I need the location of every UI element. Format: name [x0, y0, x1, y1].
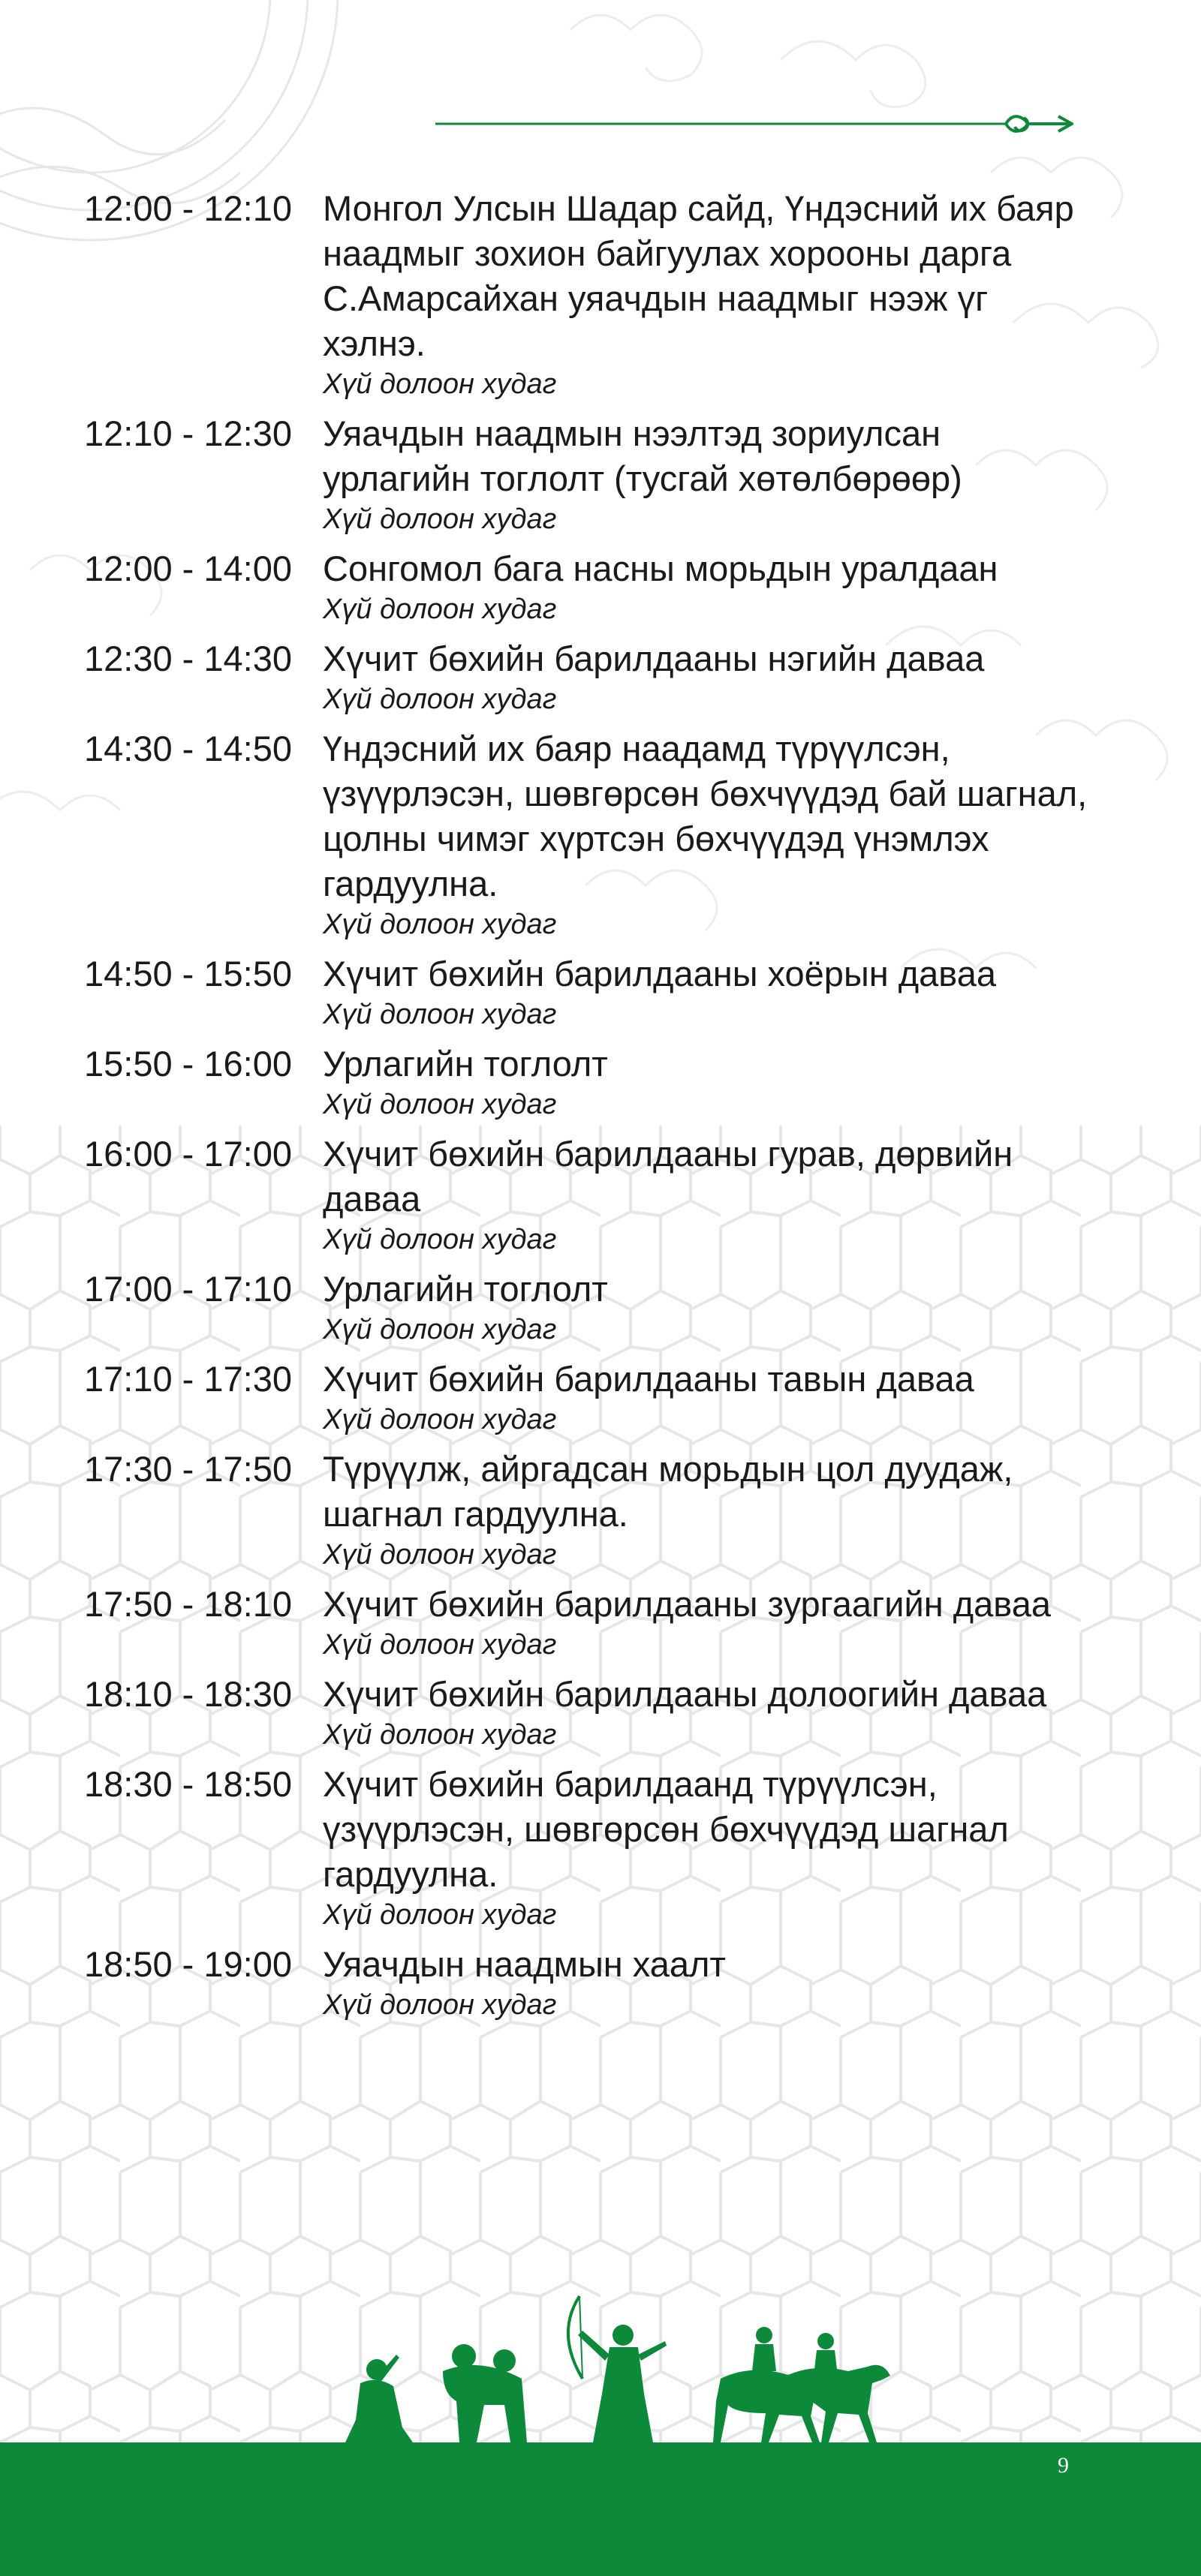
entry-location: Хүй долоон худаг	[323, 909, 557, 940]
entry-details	[323, 186, 1090, 407]
entry-time: 18:10 - 18:30	[84, 1674, 292, 1714]
schedule-entry	[84, 726, 1090, 947]
schedule-entry	[84, 1762, 1090, 1937]
schedule-entry	[84, 1942, 1090, 2027]
archer-icon	[568, 2296, 667, 2442]
entry-details	[323, 1582, 1090, 1667]
entry-location: Хүй долоон худаг	[323, 1539, 557, 1571]
entry-title: Урлагийн тоглолт	[323, 1269, 608, 1309]
entry-location: Хүй долоон худаг	[323, 999, 557, 1030]
entry-title: Хүчит бөхийн барилдааны тавын даваа	[323, 1359, 974, 1399]
schedule-entry	[84, 636, 1090, 722]
entry-details	[323, 1942, 1090, 2027]
entry-location: Хүй долоон худаг	[323, 1224, 557, 1255]
entry-title: Хүчит бөхийн барилдааны гурав, дөрвийн даваа	[323, 1134, 1013, 1219]
entry-time: 18:50 - 19:00	[84, 1944, 292, 1984]
schedule-entry	[84, 1357, 1090, 1442]
entry-location: Хүй долоон худаг	[323, 503, 557, 535]
entry-time: 17:50 - 18:10	[84, 1584, 292, 1624]
entry-location: Хүй долоон худаг	[323, 1719, 557, 1751]
entry-title: Уяачдын наадмын хаалт	[323, 1944, 726, 1984]
entry-time: 12:00 - 12:10	[84, 188, 292, 228]
entry-title: Сонгомол бага насны морьдын уралдаан	[323, 549, 998, 588]
entry-title: Түрүүлж, айргадсан морьдын цол дуудаж, шагнал гардуулна.	[323, 1449, 1013, 1534]
entry-details	[323, 1042, 1090, 1127]
entry-details	[323, 636, 1090, 722]
entry-title: Хүчит бөхийн барилдааны нэгийн даваа	[323, 639, 985, 678]
schedule-entry	[84, 1672, 1090, 1757]
entry-details	[323, 1267, 1090, 1352]
entry-location: Хүй долоон худаг	[323, 1629, 557, 1661]
entry-time: 16:00 - 17:00	[84, 1134, 292, 1174]
naadam-silhouettes	[330, 2266, 901, 2446]
entry-details	[323, 1132, 1090, 1262]
entry-time: 15:50 - 16:00	[84, 1044, 292, 1084]
entry-details	[323, 1447, 1090, 1577]
entry-time: 17:30 - 17:50	[84, 1449, 292, 1489]
schedule-entry	[84, 1267, 1090, 1352]
entry-details	[323, 1672, 1090, 1757]
ornament-scroll-icon	[1006, 116, 1072, 131]
entry-title: Үндэсний их баяр наадамд түрүүлсэн, үзүүрлэсэн, шөвгөрсөн бөхчүүдэд бай шагнал, цолны чимэг хүртсэн бөхчүүдэд үнэмлэх гардуулна.	[323, 729, 1088, 903]
schedule-entry	[84, 546, 1090, 632]
schedule-entry	[84, 1042, 1090, 1127]
header-ornament-line	[435, 113, 1073, 135]
schedule-entry	[84, 1132, 1090, 1262]
entry-time: 12:10 - 12:30	[84, 413, 292, 453]
entry-time: 14:50 - 15:50	[84, 954, 292, 993]
entry-location: Хүй долоон худаг	[323, 1989, 557, 2021]
schedule-entry	[84, 411, 1090, 542]
entry-time: 14:30 - 14:50	[84, 729, 292, 768]
entry-title: Урлагийн тоглолт	[323, 1044, 608, 1084]
entry-time: 12:30 - 14:30	[84, 639, 292, 678]
entry-location: Хүй долоон худаг	[323, 368, 557, 400]
entry-details	[323, 1762, 1090, 1937]
entry-title: Хүчит бөхийн барилдааны долоогийн даваа	[323, 1674, 1047, 1714]
entry-time: 18:30 - 18:50	[84, 1764, 292, 1804]
entry-location: Хүй долоон худаг	[323, 1899, 557, 1931]
entry-time: 12:00 - 14:00	[84, 549, 292, 588]
entry-location: Хүй долоон худаг	[323, 684, 557, 715]
entry-details	[323, 546, 1090, 632]
entry-location: Хүй долоон худаг	[323, 1314, 557, 1345]
entry-time: 17:10 - 17:30	[84, 1359, 292, 1399]
footer-bar	[0, 2442, 1201, 2576]
entry-title: Хүчит бөхийн барилдааны хоёрын даваа	[323, 954, 997, 993]
entry-title: Монгол Улсын Шадар сайд, Үндэсний их баяр наадмыг зохион байгуулах хорооны дарга С.Амарсайхан уяачдын наадмыг нээж үг хэлнэ.	[323, 188, 1074, 363]
schedule-entry	[84, 1582, 1090, 1667]
entry-location: Хүй долоон худаг	[323, 594, 557, 625]
entry-details	[323, 951, 1090, 1037]
page-number: 9	[1058, 2453, 1069, 2478]
entry-title: Хүчит бөхийн барилдааны зургаагийн даваа	[323, 1584, 1052, 1624]
wrestlers-icon	[443, 2344, 527, 2442]
entry-title: Уяачдын наадмын нээлтэд зориулсан урлагийн тоглолт (тусгай хөтөлбөрөөр)	[323, 413, 962, 498]
entry-time: 17:00 - 17:10	[84, 1269, 292, 1309]
entry-details	[323, 1357, 1090, 1442]
kneeling-figure-icon	[345, 2355, 413, 2442]
schedule-entry	[84, 1447, 1090, 1577]
entry-location: Хүй долоон худаг	[323, 1089, 557, 1120]
schedule-entry	[84, 186, 1090, 407]
entry-location: Хүй долоон худаг	[323, 1404, 557, 1435]
entry-title: Хүчит бөхийн барилдаанд түрүүлсэн, үзүүрлэсэн, шөвгөрсөн бөхчүүдэд шагнал гардуулна.	[323, 1764, 1009, 1894]
entry-details	[323, 411, 1090, 542]
horse-riders-icon	[713, 2327, 890, 2442]
entry-details	[323, 726, 1090, 947]
event-schedule	[84, 186, 1090, 2032]
schedule-entry	[84, 951, 1090, 1037]
